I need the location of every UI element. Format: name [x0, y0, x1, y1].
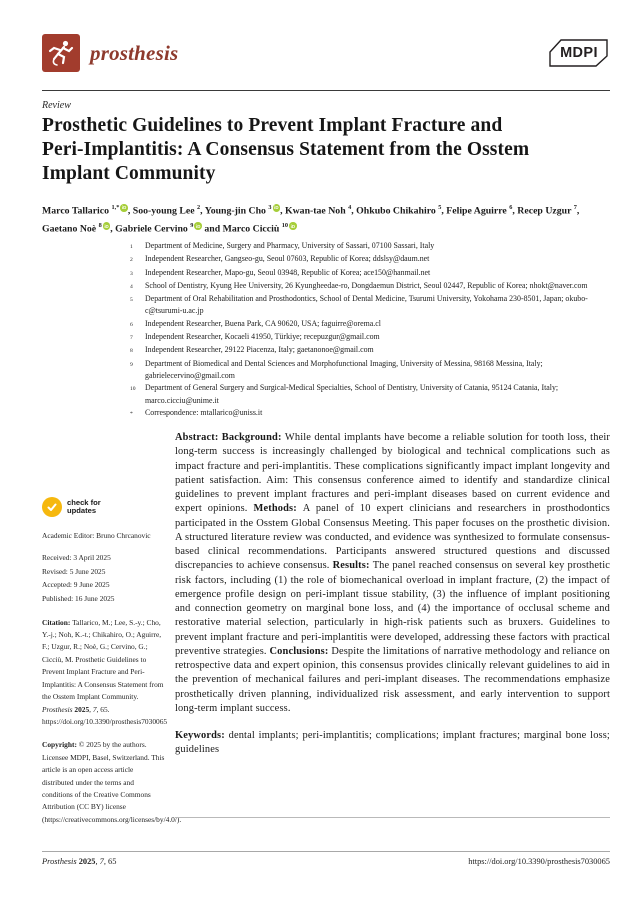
author-affiliation-marker: 1,* [111, 204, 120, 211]
abstract-paragraph: Abstract: Background: While dental implants have become a reliable solution for tooth loss, their long-term success is increasingly challenged by biological and technical complications such as impact fracture and peri-implantitis. These complications significantly impact implant longevity and patient satisfaction. Aim: This consensus conference aimed to identify and standardize clinical guidelines to prevent implant fractures and peri-implant diseases based on current evidence and expert opinions. Methods: A panel of 10 expert clinicians and researchers in prosthodontics participated in the Osstem Global Consensus Meeting. This paper focuses on the prosthetic division. A structured literature review was conducted, and evidence was synthesized to formulate consensus-based clinical recommendations. Participants answered structured questions and discussed discrepancies to achieve consensus. Results: The panel reached consensus on several key prosthetic risk factors, including (1) the role of biomechanical overload in implant fracture, (2) the impact of emergence profile design on peri-implant tissue stability, (3) the influence of implant positioning and connection geometry on marginal bone loss, and (4) the importance of occlusal scheme and restorative material selection, particularly in high-risk patients such as bruxers. Guidelines to prevent implant fracture and peri-implantitis were developed, addressing these factors with practical preventive strategies. Conclusions: Despite the limitations of narrative methodology and reliance on retrospective data and expert opinion, this consensus provides clinically relevant guidelines to aid in the prevention of mechanical failures and peri-implant diseases. The recommendations emphasize prosthetically driven planning, individualized risk assessment, and early intervention to support long-term implant success. [175, 432, 610, 714]
affiliation-text: Independent Researcher, Mapo-gu, Seoul 03948, Republic of Korea; ace150@hanmail.net [145, 267, 431, 277]
affiliation-text: Department of General Surgery and Surgical-Medical Specialties, School of Dentistry, University of Catania, 95124 Catania, Italy; marco.cicciu@unime.it [145, 383, 559, 405]
footer-doi-link[interactable]: https://doi.org/10.3390/prosthesis7030065 [468, 857, 610, 866]
checkmark-icon [42, 497, 62, 517]
affiliation-item [130, 240, 598, 253]
affiliation-text: Independent Researcher, Gangseo-gu, Seoul 07603, Republic of Korea; ddslsy@daum.net [145, 254, 430, 264]
article-title [42, 114, 610, 186]
affiliation-text: Correspondence: mtallarico@uniss.it [145, 407, 263, 417]
affiliation-marker: * [130, 410, 133, 417]
footer-divider [42, 851, 610, 852]
affiliation-marker: 9 [130, 361, 133, 368]
affiliation-text: Independent Researcher, Kocaeli 41950, Türkiye; recepuzgur@gmail.com [145, 332, 380, 342]
orcid-icon[interactable]: iD [104, 223, 109, 229]
affiliation-marker: 3 [130, 270, 133, 277]
prosthesis-runner-logo-icon [42, 34, 80, 72]
affiliation-list [130, 240, 598, 420]
mdpi-logo [548, 36, 610, 70]
author-affiliation-marker: 6 [509, 204, 513, 211]
check-for-updates-label: check for updates [67, 497, 101, 515]
article-title-line: Prosthetic Guidelines to Prevent Implant Fracture and [42, 115, 503, 136]
journal-brand [42, 34, 178, 72]
article-type-label: Review [42, 100, 71, 111]
affiliation-marker: 6 [130, 321, 133, 328]
affiliation-text: Department of Oral Rehabilitation and Prosthodontics, School of Dental Medicine, Tsurumi University, Yokohama 230-8501, Japan; okubo-c@tsurumi-u.ac.jp [145, 294, 588, 316]
orcid-icon[interactable]: iD [121, 205, 127, 211]
article-title-line: Peri-Implantitis: A Consensus Statement from the Osstem [42, 139, 530, 160]
affiliation-item [130, 358, 598, 383]
affiliation-marker: 10 [130, 386, 136, 393]
citation-note: Citation: Tallarico, M.; Lee, S.-y.; Cho, Y.-j.; Noh, K.-t.; Chikahiro, O.; Aguirre, F.; Uzgur, R.; Noè, G.; Cervino, G.; Cicciù, M. Prosthetic Guidelines to Prevent Implant Fracture and Peri-Implantitis: A Consensus Statement from the Osstem Implant Community. Prosthesis 2025, 7, 65. https://doi.org/10.3390/prosthesis7030065 [42, 617, 168, 726]
affiliation-marker: 1 [130, 244, 133, 250]
keywords-paragraph: Keywords: dental implants; peri-implantitis; complications; implant fractures; marginal bone loss; guidelines [175, 730, 610, 756]
footer-journal-reference: Prosthesis 2025, 7, 65 [42, 857, 117, 866]
academic-editor: Academic Editor: Bruno Chrcanovic [42, 531, 151, 540]
author-name: Felipe Aguirre [446, 205, 510, 217]
affiliation-text: Independent Researcher, Buena Park, CA 90620, USA; faguirre@orema.cl [145, 318, 381, 328]
sidebar-meta-column [42, 497, 182, 826]
affiliation-item [130, 267, 598, 280]
author-affiliation-marker: 3 [268, 204, 272, 211]
affiliation-item [130, 253, 598, 266]
author-name: Marco Cicciù [222, 223, 282, 235]
history-date-line: Received: 3 April 2025 [42, 553, 111, 563]
abstract-column [175, 431, 610, 758]
author-line: Marco Tallarico $^{1,*}$ iD , Soo-young Lee $^2$, Young-jin Cho $^3$ iD , Kwan-tae Noh $^4$, Ohkubo Chikahiro $^5$, Felipe Aguirre $^6$, Recep Uzgur $^7$, Gaetano Noè $^8$ iD , Gabriele Cervino $^9$ iD and Marco Cicciù $^{10}$ iD [42, 204, 580, 235]
author-name: Marco Tallarico [42, 205, 112, 217]
author-affiliation-marker: 9 [190, 222, 194, 230]
header-divider [42, 90, 610, 91]
affiliation-marker: 4 [130, 283, 133, 290]
keywords-divider [175, 817, 610, 818]
mdpi-logo-text: MDPI [560, 45, 598, 61]
page-footer [42, 857, 610, 866]
affiliation-item [130, 407, 598, 420]
affiliation-text: School of Dentistry, Kyung Hee University, 26 Kyungheedae-ro, Dongdaemun District, Seoul 02447, Republic of Korea; nhokt@naver.com [145, 280, 588, 290]
author-affiliation-marker: 7 [573, 204, 577, 211]
history-date-line: Revised: 5 June 2025 [42, 566, 106, 576]
affiliation-item [130, 331, 598, 344]
journal-name: prosthesis [90, 40, 179, 65]
author-name: Ohkubo Chikahiro [356, 205, 439, 217]
affiliation-marker: 2 [130, 257, 133, 264]
history-date-line: Published: 16 June 2025 [42, 594, 115, 604]
affiliation-text: Department of Biomedical and Dental Sciences and Morphofunctional Imaging, University of Messina, 98168 Messina, Italy; gabrielecervino@gmail.com [145, 358, 543, 380]
affiliation-text: Department of Medicine, Surgery and Pharmacy, University of Sassari, 07100 Sassari, Italy [145, 241, 435, 250]
author-affiliation-marker: 4 [348, 204, 352, 211]
affiliation-item [130, 344, 598, 357]
author-name: Recep Uzgur [517, 205, 574, 217]
page-header [42, 33, 610, 73]
affiliation-marker: 8 [130, 348, 133, 355]
author-name: Young-jin Cho [204, 205, 269, 217]
author-name: Kwan-tae Noh [284, 205, 349, 217]
author-name: Gabriele Cervino [115, 223, 191, 235]
author-name: Gaetano Noè [42, 223, 99, 235]
history-date-line: Accepted: 9 June 2025 [42, 580, 110, 590]
affiliation-item [130, 293, 598, 318]
affiliation-text: Independent Researcher, 29122 Piacenza, Italy; gaetanonoe@gmail.com [145, 345, 374, 355]
affiliation-item [130, 318, 598, 331]
author-affiliation-marker: 10 [281, 222, 289, 230]
check-for-updates-badge[interactable] [42, 497, 166, 517]
affiliation-marker: 5 [130, 297, 133, 304]
author-affiliation-marker: 2 [197, 204, 201, 211]
article-history-dates [42, 551, 166, 605]
author-affiliation-marker: 5 [438, 204, 442, 211]
orcid-icon[interactable]: iD [195, 223, 201, 229]
affiliation-item [130, 280, 598, 293]
orcid-icon[interactable]: iD [274, 205, 279, 211]
copyright-note: Copyright: © 2025 by the authors. Licensee MDPI, Basel, Switzerland. This article is an open access article distributed under the terms and conditions of the Creative Commons Attribution (CC BY) license (https://creativecommons.org/licenses/by/4.0/). [42, 740, 182, 824]
affiliation-item [130, 382, 598, 407]
affiliation-marker: 7 [130, 335, 133, 342]
author-affiliation-marker: 8 [98, 222, 102, 230]
orcid-icon[interactable]: iD [290, 223, 296, 229]
author-name: Soo-young Lee [132, 205, 197, 217]
article-title-line: Implant Community [42, 163, 216, 184]
